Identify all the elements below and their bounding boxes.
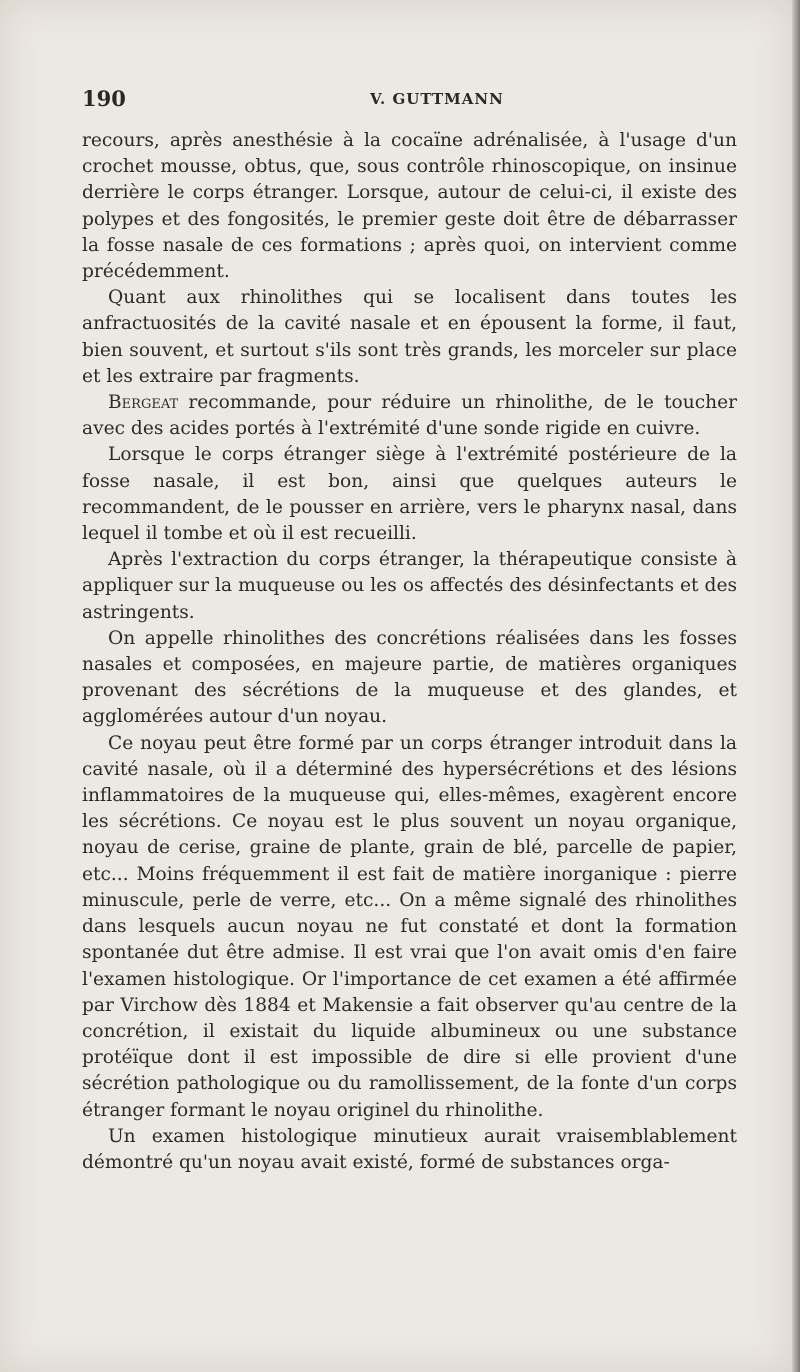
paragraph-7: Ce noyau peut être formé par un corps étranger introduit dans la cavité nasale, où il a déterminé des hypersécrétions et des lésions inflammatoires de la muqueuse qui, elles-mêmes, exagèrent encore les sécrétions. Ce noyau est le plus souvent un noyau organique, noyau de cerise, graine de plante, grain de blé, parcelle de papier, etc... Moins fréquemment il est fait de matière inorganique : pierre minuscule, perle de verre, etc... On a même signalé des rhinolithes dans lesquels aucun noyau ne fut constaté et dont la formation spontanée dut être admise. Il est vrai que l'on avait omis d'en faire l'examen histologique. Or l'importance de cet examen a été affirmée par Virchow dès 1884 et Makensie a fait observer qu'au centre de la concrétion, il existait du liquide albumineux ou une substance protéïque dont il est impossible de dire si elle provient d'une sécrétion pathologique ou du ramollissement, de la fonte d'un corps étranger formant le noyau originel du rhinolithe.	[82, 732, 737, 1121]
paragraph-6: On appelle rhinolithes des concrétions réalisées dans les fosses nasales et composées, en majeure partie, de matières organiques provenant des sécrétions de la muqueuse et des glandes, et agglomérées autour d'un noyau.	[82, 627, 737, 728]
body-text	[82, 128, 737, 1176]
paragraph-3	[82, 390, 737, 442]
page-edge	[792, 0, 800, 1372]
paragraph-2: Quant aux rhinolithes qui se localisent dans toutes les anfractuosités de la cavité nasale et en épousent la forme, il faut, bien souvent, et surtout s'ils sont très grands, les morceler sur place et les extraire par fragments.	[82, 287, 737, 387]
paragraph-3-text: recommande, pour réduire un rhinolithe, de le toucher avec des acides portés à l'extrémité d'une sonde rigide en cuivre.	[82, 392, 737, 440]
page-number: 190	[82, 86, 126, 111]
author-name: Bergeat	[108, 392, 179, 414]
paragraph-1: recours, après anesthésie à la cocaïne adrénalisée, à l'usage d'un crochet mousse, obtus, que, sous contrôle rhinoscopique, on insinue derrière le corps étranger. Lorsque, autour de celui-ci, il existe des polypes et des fongosités, le premier geste doit être de débarrasser la fosse nasale de ces formations ; après quoi, on intervient comme précédemment.	[82, 130, 737, 283]
paragraph-5: Après l'extraction du corps étranger, la thérapeutique consiste à appliquer sur la muqueuse ou les os affectés des désinfectants et des astringents.	[82, 549, 737, 623]
page-header	[82, 86, 737, 116]
running-head: V. GUTTMANN	[370, 90, 504, 108]
paragraph-8: Un examen histologique minutieux aurait vraisemblablement démontré qu'un noyau avait existé, formé de substances orga-	[82, 1125, 737, 1173]
paragraph-4: Lorsque le corps étranger siège à l'extrémité postérieure de la fosse nasale, il est bon, ainsi que quelques auteurs le recommandent, de le pousser en arrière, vers le pharynx nasal, dans lequel il tombe et où il est recueilli.	[82, 444, 737, 545]
